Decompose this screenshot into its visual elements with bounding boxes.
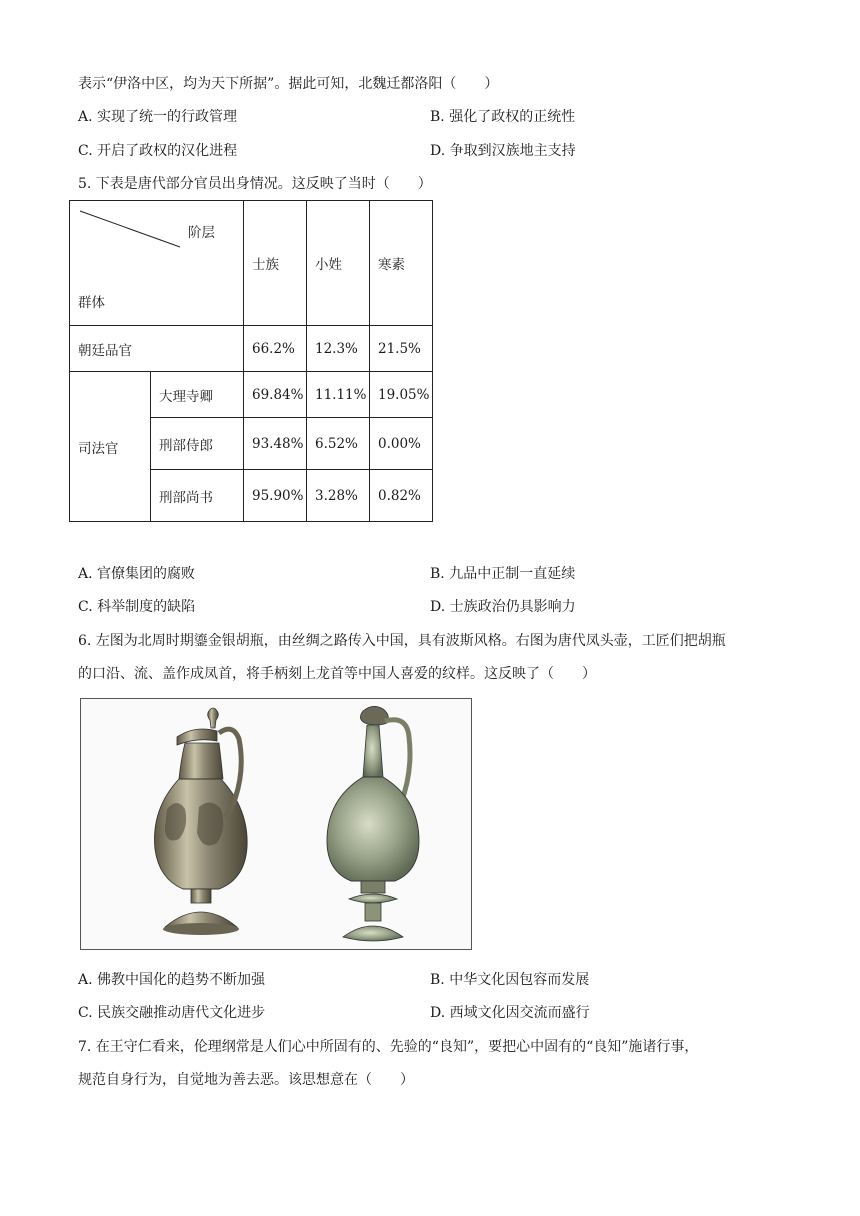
row-label-xingbushilang: 刑部侍郎 (151, 418, 244, 470)
q6-option-a: A. 佛教中国化的趋势不断加强 (78, 972, 266, 988)
q7-stem-line2: 规范自身行为，自觉地为善去恶。该思想意在（ ） (78, 1072, 414, 1088)
cell-xingbushangshu-hansu: 0.82% (370, 470, 433, 522)
row-label-xingbushangshu: 刑部尚书 (151, 470, 244, 522)
ewer-figure (80, 698, 472, 950)
cell-dalisiqing-xiaoxing: 11.11% (307, 372, 370, 418)
cell-xingbushilang-hansu: 0.00% (370, 418, 433, 470)
cell-dalisiqing-shizu: 69.84% (244, 372, 307, 418)
q6-stem-line2: 的口沿、流、盖作成凤首，将手柄刻上龙首等中国人喜爱的纹样。这反映了（ ） (78, 666, 596, 682)
header-class-label: 阶层 (188, 225, 215, 241)
q4-option-b: B. 强化了政权的正统性 (430, 109, 576, 125)
gilt-silver-ewer (155, 708, 248, 935)
q6-option-c: C. 民族交融推动唐代文化进步 (78, 1005, 266, 1021)
q5-option-d: D. 士族政治仍具影响力 (430, 599, 576, 615)
col-header-shizu: 士族 (244, 201, 307, 326)
cell-xingbushilang-shizu: 93.48% (244, 418, 307, 470)
q6-option-d: D. 西域文化因交流而盛行 (430, 1005, 590, 1021)
q5-option-c: C. 科举制度的缺陷 (78, 599, 196, 615)
ewer-illustration (81, 699, 471, 949)
q5-option-b: B. 九品中正制一直延续 (430, 566, 576, 582)
cell-court-shizu: 66.2% (244, 326, 307, 372)
col-header-xiaoxing: 小姓 (307, 201, 370, 326)
cell-xingbushangshu-shizu: 95.90% (244, 470, 307, 522)
q4-stem: 表示“伊洛中区，均为天下所据”。据此可知，北魏迁都洛阳（ ） (78, 76, 499, 92)
row-label-court: 朝廷品官 (70, 326, 244, 372)
cell-xingbushilang-xiaoxing: 6.52% (307, 418, 370, 470)
q4-option-a: A. 实现了统一的行政管理 (78, 109, 238, 125)
cell-xingbushangshu-xiaoxing: 3.28% (307, 470, 370, 522)
table-row (70, 372, 433, 418)
q5-stem: 5. 下表是唐代部分官员出身情况。这反映了当时（ ） (78, 176, 432, 192)
q4-option-d: D. 争取到汉族地主支持 (430, 143, 576, 159)
q4-option-c: C. 开启了政权的汉化进程 (78, 143, 238, 159)
officials-table (69, 200, 433, 522)
table-header-corner (70, 201, 244, 326)
cell-dalisiqing-hansu: 19.05% (370, 372, 433, 418)
cell-court-hansu: 21.5% (370, 326, 433, 372)
cell-court-xiaoxing: 12.3% (307, 326, 370, 372)
header-group-label: 群体 (78, 295, 105, 311)
phoenix-head-ewer (327, 706, 419, 941)
table-row (70, 326, 433, 372)
q5-option-a: A. 官僚集团的腐败 (78, 566, 196, 582)
row-label-judicial: 司法官 (70, 372, 151, 522)
q7-stem-line1: 7. 在王守仁看来，伦理纲常是人们心中所固有的、先验的“良知”，要把心中固有的“良知”施诸行事， (78, 1039, 699, 1055)
row-label-dalisiqing: 大理寺卿 (151, 372, 244, 418)
q6-option-b: B. 中华文化因包容而发展 (430, 972, 590, 988)
col-header-hansu: 寒素 (370, 201, 433, 326)
q6-stem-line1: 6. 左图为北周时期鎏金银胡瓶，由丝绸之路传入中国，具有波斯风格。右图为唐代凤头壶，工匠们把胡瓶 (78, 633, 726, 649)
